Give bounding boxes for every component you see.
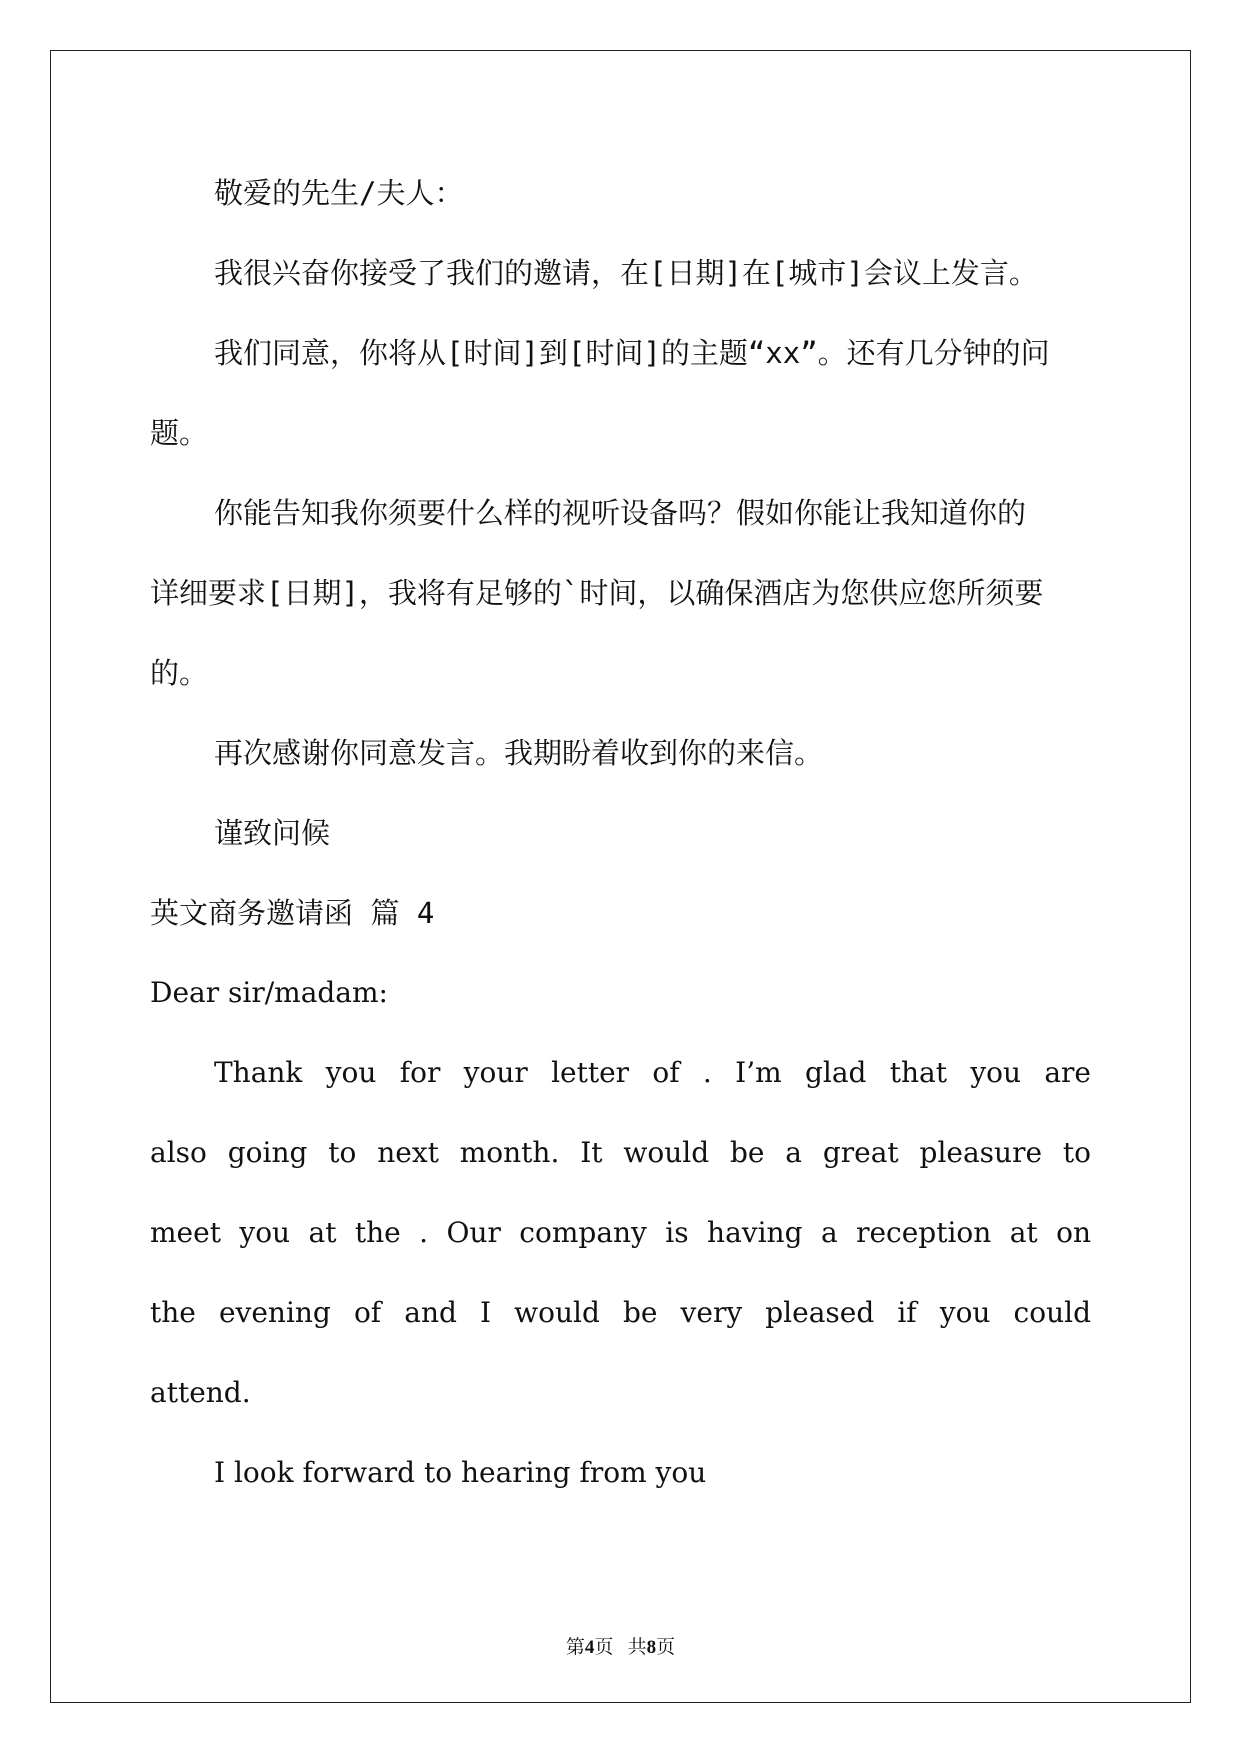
cn-closing: 谨致问候 — [214, 816, 331, 850]
cn-salutation: 敬爱的先生/夫人： — [214, 176, 464, 210]
en-paragraph-2: I look forward to hearing from you — [214, 1456, 707, 1489]
section-title: 英文商务邀请函 篇 4 — [150, 896, 435, 930]
cn-paragraph-3-line-1: 你能告知我你须要什么样的视听设备吗？假如你能让我知道你的 — [214, 496, 1027, 530]
page-footer — [0, 1632, 1241, 1659]
footer-mid: 页 共 — [594, 1637, 647, 1658]
en-salutation: Dear sir/madam: — [150, 976, 388, 1009]
cn-paragraph-2-line-1: 我们同意，你将从[时间]到[时间]的主题“xx”。还有几分钟的问 — [214, 336, 1050, 370]
en-paragraph-1-line-3: meet you at the . Our company is having a reception at on — [150, 1216, 1091, 1249]
cn-paragraph-3-line-3: 的。 — [150, 656, 209, 690]
en-paragraph-1-line-4: the evening of and I would be very pleased if you could — [150, 1296, 1091, 1329]
footer-suffix: 页 — [656, 1637, 676, 1658]
footer-current-page: 4 — [584, 1637, 595, 1658]
en-paragraph-1-line-2: also going to next month. It would be a great pleasure to — [150, 1136, 1091, 1169]
en-paragraph-1-line-1: Thank you for your letter of . I’m glad that you are — [214, 1056, 1091, 1089]
cn-paragraph-2-line-2: 题。 — [150, 416, 209, 450]
footer-total-pages: 8 — [646, 1637, 657, 1658]
cn-paragraph-1: 我很兴奋你接受了我们的邀请，在[日期]在[城市]会议上发言。 — [214, 256, 1038, 290]
cn-paragraph-4: 再次感谢你同意发言。我期盼着收到你的来信。 — [214, 736, 824, 770]
cn-paragraph-3-line-2: 详细要求[日期]，我将有足够的`时间，以确保酒店为您供应您所须要 — [150, 576, 1044, 610]
footer-prefix: 第 — [565, 1637, 585, 1658]
en-paragraph-1-line-5: attend. — [150, 1376, 251, 1409]
